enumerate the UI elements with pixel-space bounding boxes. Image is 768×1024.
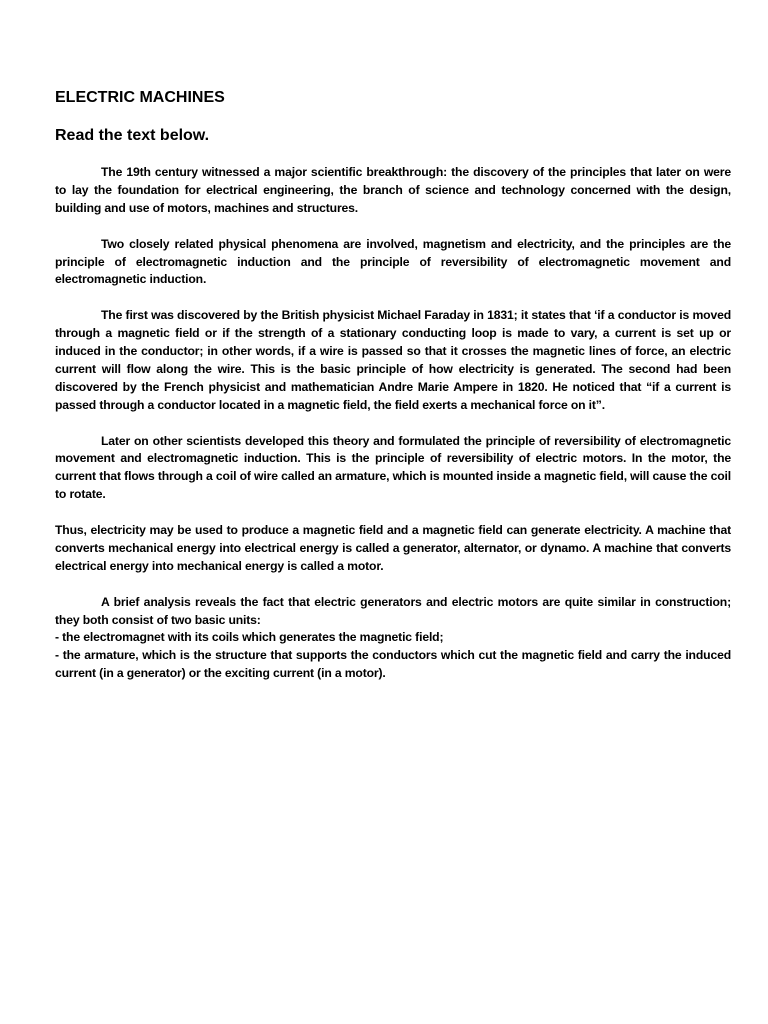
paragraph-6-intro: A brief analysis reveals the fact that electric generators and electric motors are quite similar in construction; they both consist of two basic units: bbox=[55, 594, 731, 627]
paragraph-6 bbox=[55, 594, 731, 684]
document-title: ELECTRIC MACHINES bbox=[55, 89, 225, 106]
list-item: - the electromagnet with its coils which generates the magnetic field; bbox=[55, 630, 444, 645]
paragraph-5: Thus, electricity may be used to produce a magnetic field and a magnetic field can generate electricity. A machine that converts mechanical energy into electrical energy is called a generator, alternator, or dynamo. A machine that converts electrical energy into mechanical energy is called a motor. bbox=[55, 523, 731, 573]
paragraph-1: The 19th century witnessed a major scientific breakthrough: the discovery of the principles that later on were to lay the foundation for electrical engineering, the branch of science and technology concerned with the design, building and use of motors, machines and structures. bbox=[55, 165, 731, 215]
list-item: - the armature, which is the structure that supports the conductors which cut the magnetic field and carry the induced current (in a generator) or the exciting current (in a motor). bbox=[55, 648, 731, 681]
document-page bbox=[55, 88, 731, 701]
paragraph-2: Two closely related physical phenomena are involved, magnetism and electricity, and the principles are the principle of electromagnetic induction and the principle of reversibility of electromagnetic movement and electromagnetic induction. bbox=[55, 236, 731, 287]
paragraph-4: Later on other scientists developed this theory and formulated the principle of reversibility of electromagnetic movement and electromagnetic induction. This is the principle of reversibility of electric motors. In the motor, the current that flows through a coil of wire called an armature, which is mounted inside a magnetic field, will cause the coil to rotate. bbox=[55, 433, 731, 502]
paragraph-3: The first was discovered by the British physicist Michael Faraday in 1831; it states that ‘if a conductor is moved through a magnetic field or if the strength of a stationary conducting loop is made to vary, a current is set up or induced in the conductor; in other words, if a wire is passed so that it crosses the magnetic lines of force, an electric current will flow along the wire. This is the basic principle of how electricity is generated. The second had been discovered by the French physicist and mathematician Andre Marie Ampere in 1820. He noticed that “if a current is passed through a conductor located in a magnetic field, the field exerts a mechanical force on it”. bbox=[55, 308, 731, 412]
reading-instruction: Read the text below. bbox=[55, 127, 210, 144]
